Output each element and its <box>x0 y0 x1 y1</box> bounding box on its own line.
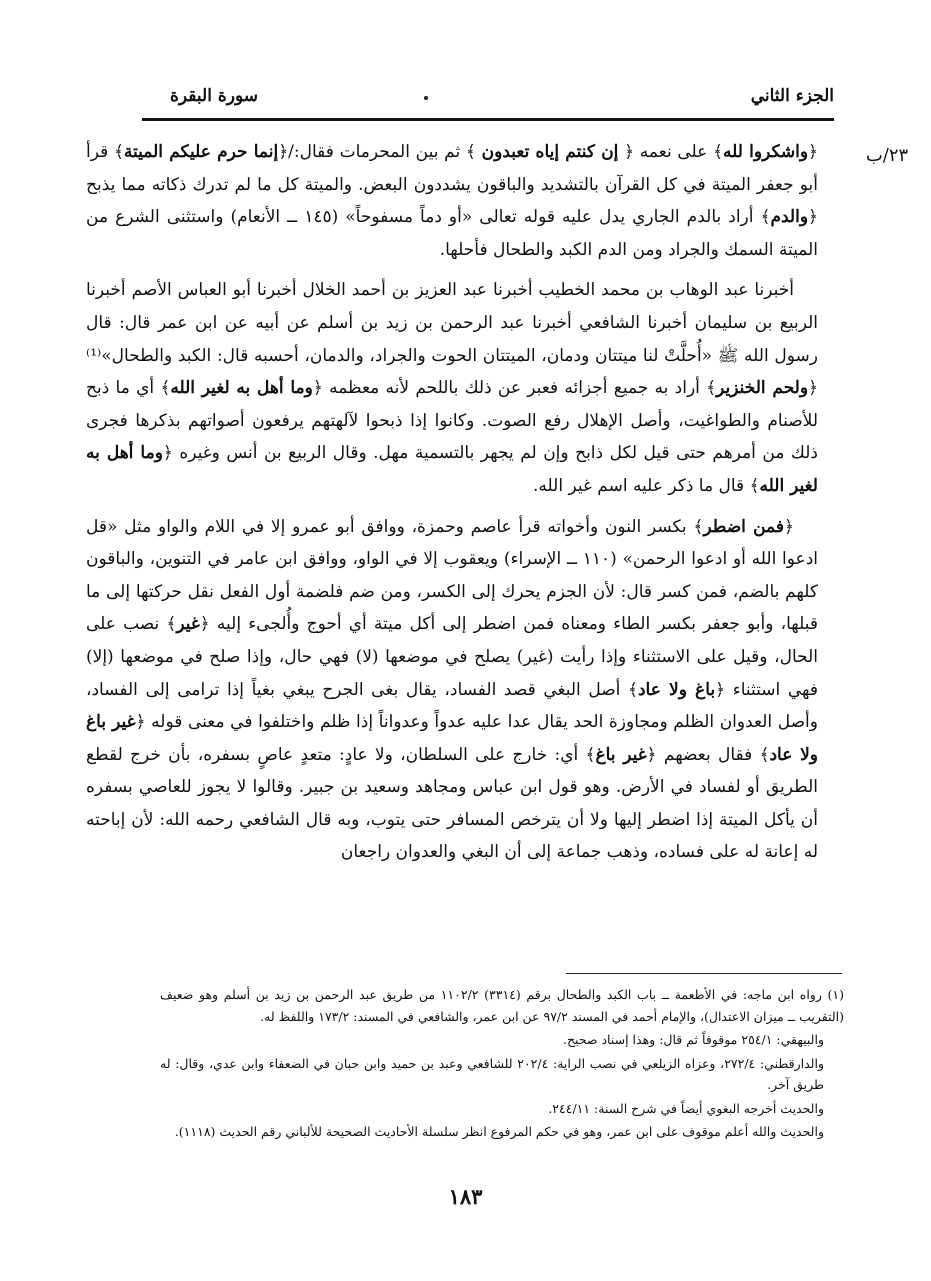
quran-phrase: غير باغ ولا عاد <box>86 712 819 765</box>
text-run: ﴾ أي: خارج على السلطان، ولا عادٍ: متعدٍ عاصٍ بسفره، بأن خرج لقطع الطريق أو لفساد في الأرض. وهو قول ابن عباس ومجاهد وسعيد بن جبير. وقالوا لا يجوز للعاصي بسفره أن يأكل الميتة إذا اضطر إليها ولا أن يترخص المسافر حتى يتوب، وبه قال الشافعي رحمه الله: لأن إباحته له إعانة له على فساده، وذهب جماعة إلى أن البغي والعدوان راجعان <box>86 744 818 863</box>
footnotes <box>160 984 844 1145</box>
manuscript-folio-note: ٢٣/ب <box>865 145 909 166</box>
page-number: ١٨٣ <box>448 1184 483 1209</box>
text-run: ﴾ أصل البغي قصد الفساد، يقال بغى الجرح يبغي بغياً إذا ترامى إلى الفساد، وأصل العدوان الظلم ومجاوزة الحد يقال عدا عليه عدواً وعدواناً إذا ظلم واختلفوا في معنى قوله ﴿ <box>86 679 818 733</box>
footnote: (١) رواه ابن ماجه: في الأطعمة ــ باب الكبد والطحال برقم (٣٣١٤) ١١٠٢/٢ من طريق عبد الرحمن بن زيد بن أسلم وهو ضعيف (التقريب ــ ميزان الاعتدال)، والإمام أحمد في المسند ٩٧/٢ عن ابن عمر، والشافعي في المسند: ١٧٣/٢ واللفظ له. <box>160 987 845 1024</box>
footnote: والحديث أخرجه البغوي أيضاً في شرح السنة: ٢٤٤/١١. <box>548 1100 824 1116</box>
paragraph <box>86 511 818 870</box>
text-run: ﴾ أي ما ذبح للأصنام والطواغيت، وأصل الإهلال رفع الصوت. وكانوا إذا ذبحوا لآلهتهم يرفعون أصواتهم بذكرها فجرى ذلك من أمرهم حتى قيل لكل ذابح وإن لم يجهر بالتسمية مهل. وقال الربيع بن أنس وغيره ﴿ <box>86 378 818 464</box>
quran-phrase: وما أهل به لغير الله <box>170 378 313 399</box>
quran-phrase: واشكروا لله <box>723 142 809 162</box>
text-run: ﴾ أراد بالدم الجاري يدل عليه قوله تعالى «أو دماً مسفوحاً» (١٤٥ ــ الأنعام) واستثنى الشرع من الميتة السمك والجراد ومن الدم الكبد والطحال فأحلها. <box>86 207 818 260</box>
quran-phrase: فمن اضطر <box>703 516 785 537</box>
text-run: ﴾ قرأ أبو جعفر الميتة في كل القرآن بالتشديد والباقون يشددون البعض. والميتة كل ما لم تدرك ذكاته مما يذبح ﴿ <box>86 142 819 228</box>
paragraph <box>86 274 818 502</box>
quran-phrase: والدم <box>770 207 809 228</box>
quran-phrase: وما أهل به لغير الله <box>86 443 818 496</box>
quran-phrase: ولحم الخنزير <box>716 378 809 399</box>
footnote: والحديث والله أعلم موقوف على ابن عمر، وهو في حكم المرفوع انظر سلسلة الأحاديث الصحيحة للألباني رقم الحديث (١١١٨). <box>174 1124 824 1139</box>
text-run: ﴾ قال ما ذكر عليه اسم غير الله. <box>533 475 760 496</box>
footnote: والدارقطني: ٢٧٢/٤، وعزاه الزيلعي في نصب الراية: ٢٠٢/٤ للشافعي وعبد بن حميد وابن حبان في الضعفاء وابن عدي، وقال: له طريق آخر. <box>160 1055 824 1092</box>
quran-phrase: باغ ولا عاد <box>637 679 716 700</box>
text-run: ﴿ <box>784 516 794 537</box>
text-run: أخبرنا عبد الوهاب بن محمد الخطيب أخبرنا عبد العزيز بن أحمد الخلال أخبرنا أبو العباس الأصم أخبرنا الربيع بن سليمان أخبرنا الشافعي أخبرنا عبد الرحمن بن زيد بن أسلم عن أبيه عن ابن عمر قال: قال رسول الله ﷺ «أُحلَّتْ لنا ميتتان ودمان، الميتتان الحوت والجراد، والدمان، أحسبه قال: الكبد والطحال»⁽¹⁾ ﴿ <box>86 280 819 399</box>
surah-title: سورة البقرة <box>170 86 258 106</box>
text-run: ﴾ بكسر النون وأخواته قرأ عاصم وحمزة، ووافق أبو عمرو إلا في اللام والواو مثل «قل ادعوا الله أو ادعوا الرحمن» (١١٠ ــ الإسراء) ويعقوب إلا في الواو، ووافق ابن عامر في التنوين، والباقون كلهم بالضم، فمن كسر قال: لأن الجزم يحرك إلى الكسر، ومن ضم فلضمة أول الفعل نقل حركتها إلى ما قبلها، وأبو جعفر بكسر الطاء ومعناه فمن اضطر إلى أكل ميتة أي أحوج وأُلجىء إليه ﴿ <box>86 516 818 635</box>
footnote-rule <box>566 973 842 974</box>
quran-phrase: غير <box>176 614 200 635</box>
header-dot <box>424 96 428 100</box>
quran-phrase: إنما حرم عليكم الميتة <box>123 142 279 162</box>
main-text <box>86 136 818 877</box>
text-run: ﴾ فقال بعضهم ﴿ <box>646 744 770 765</box>
quran-phrase: غير باغ <box>595 744 647 765</box>
text-run: ﴾ ثم بين المحرمات فقال:/﴿ <box>278 142 482 162</box>
paragraph <box>86 136 818 266</box>
header-rule <box>142 118 834 121</box>
text-run: ﴿ <box>808 142 818 162</box>
text-run: ﴾ نصب على الحال، وقيل على الاستثناء وإذا رأيت (غير) يصلح في موضعها (لا) فهي حال، وإذا صلح في موضعها (إلا) فهي استثناء ﴿ <box>86 614 818 700</box>
part-title: الجزء الثاني <box>750 86 834 106</box>
running-head <box>142 78 834 112</box>
text-run: ﴾ على نعمه ﴿ <box>618 142 723 162</box>
text-run: ﴾ أراد به جميع أجزائه فعبر عن ذلك باللحم لأنه معظمه ﴿ <box>312 378 717 399</box>
quran-phrase: إن كنتم إياه تعبدون <box>481 142 619 162</box>
footnote: والبيهقي: ٢٥٤/١ موقوفاً ثم قال: وهذا إسناد صحيح. <box>563 1032 824 1047</box>
